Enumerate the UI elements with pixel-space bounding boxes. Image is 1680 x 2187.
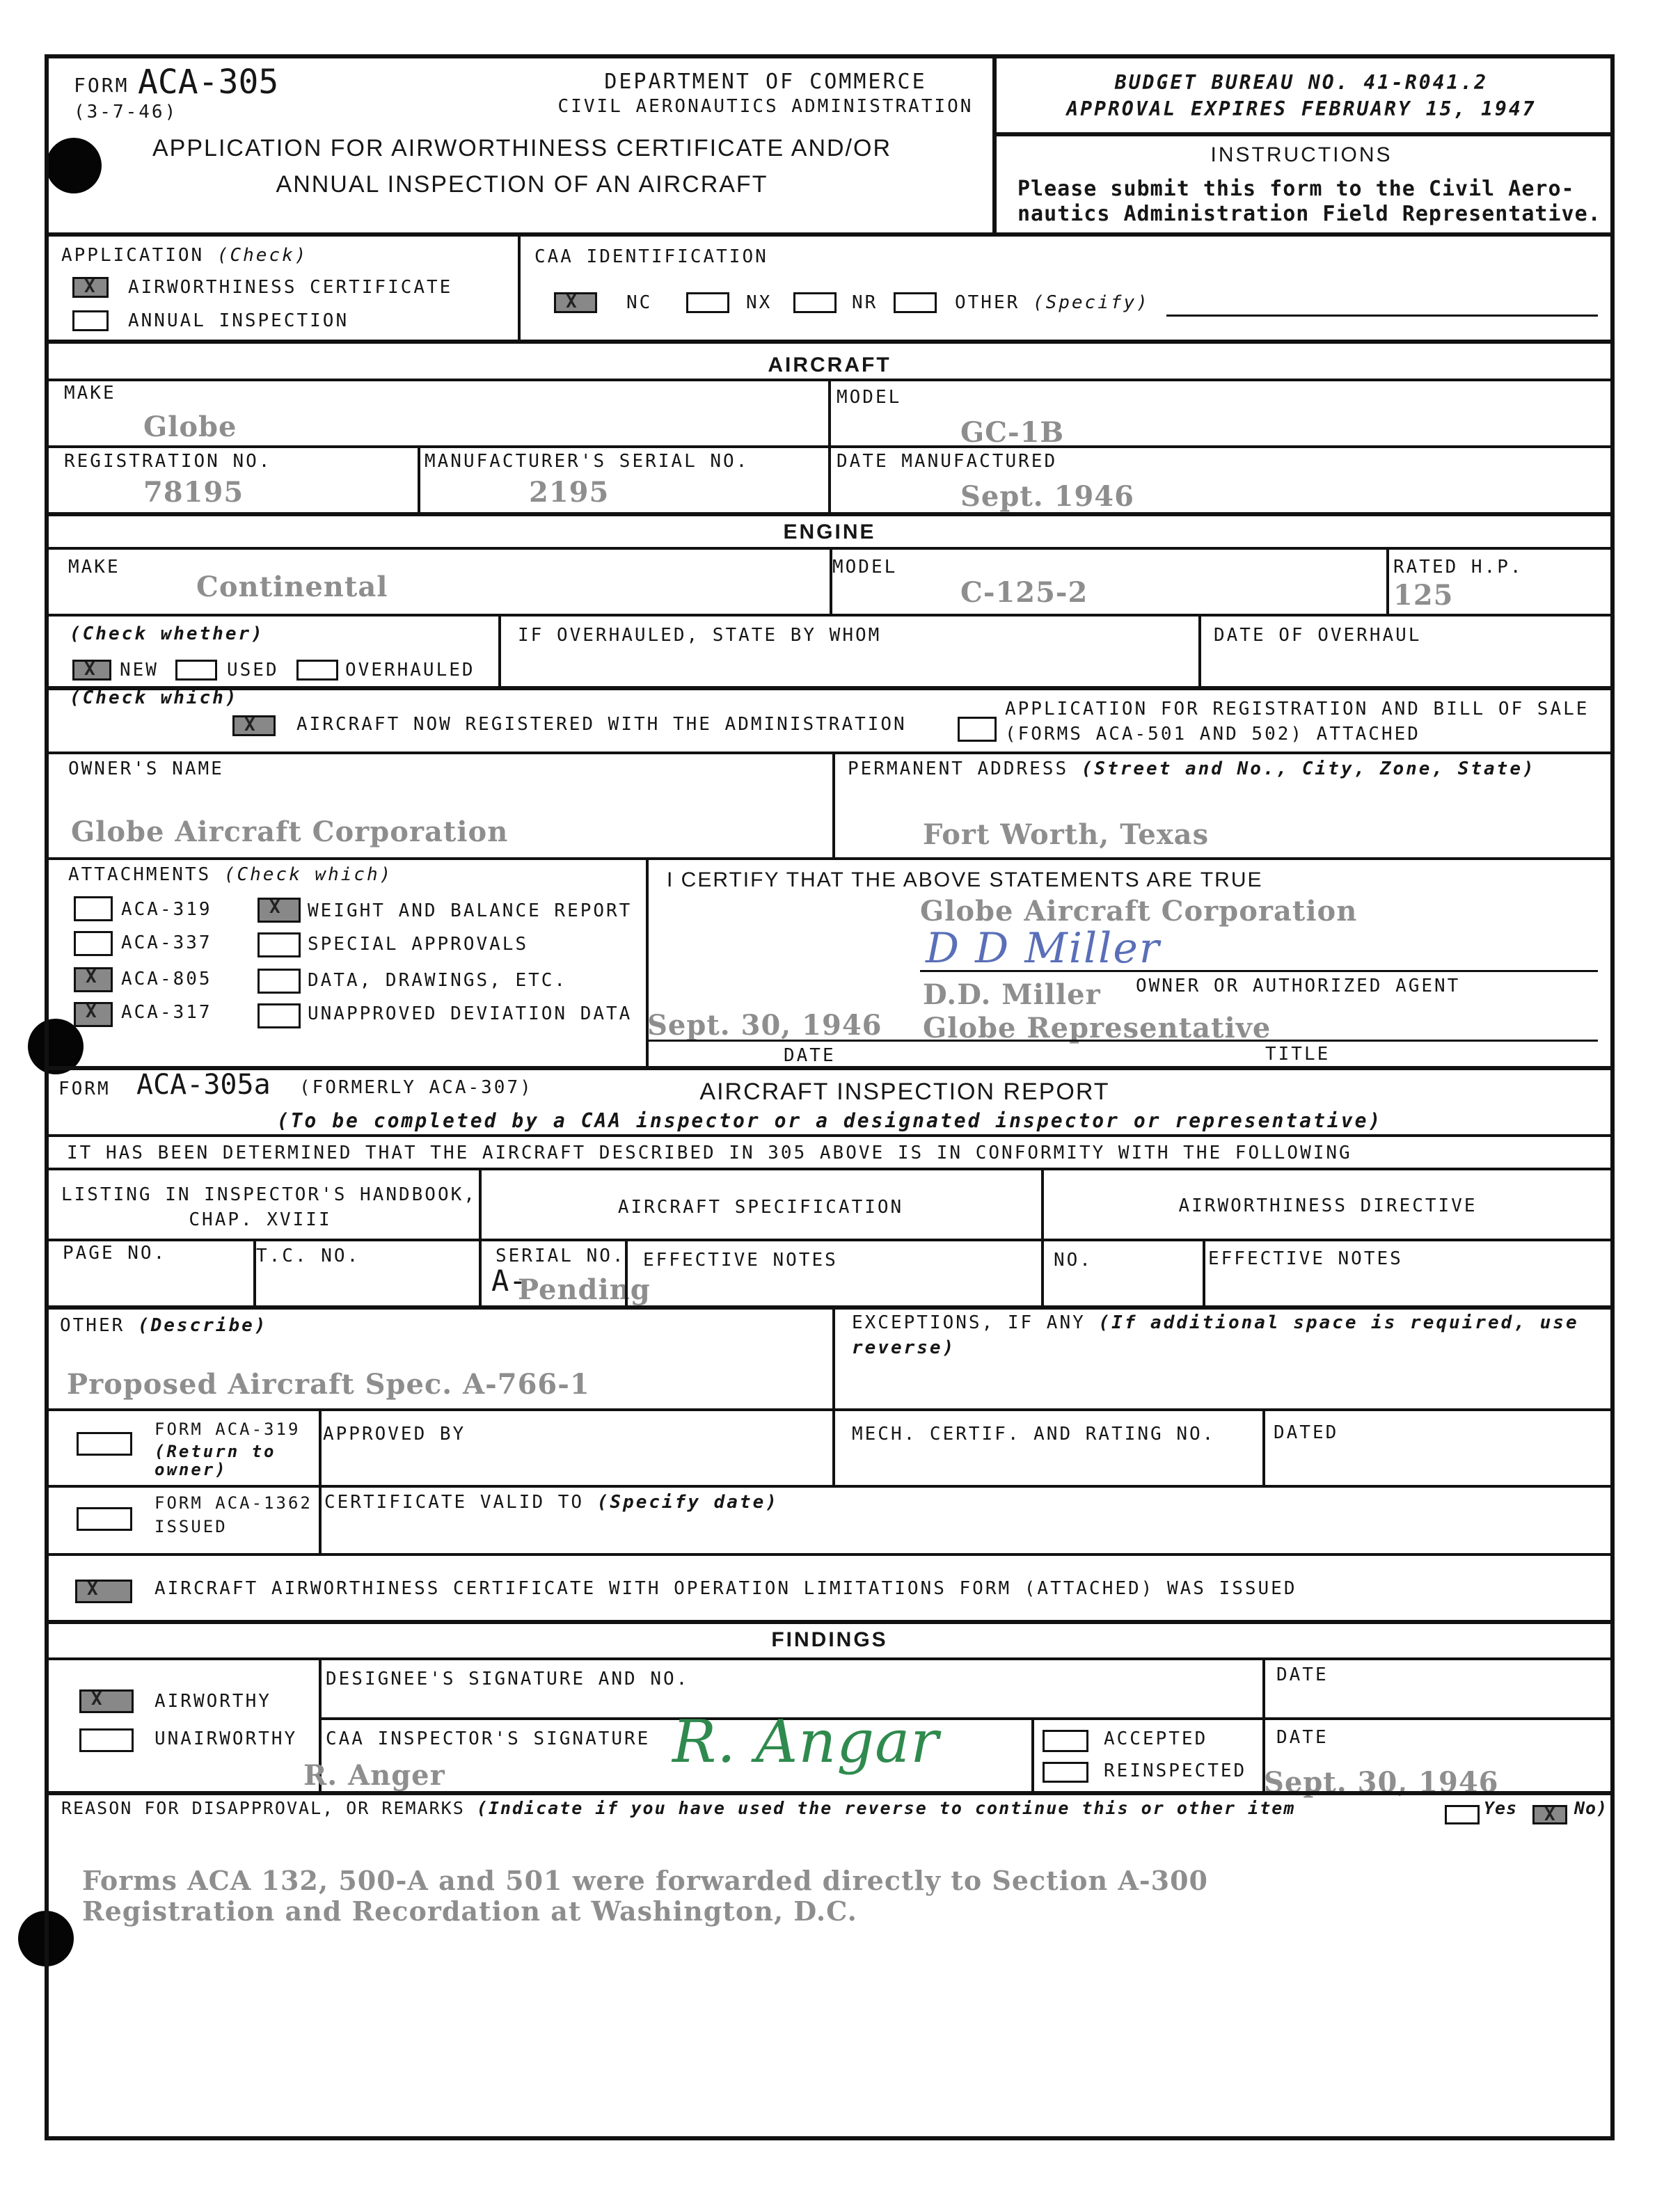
overhauled-checkbox[interactable] bbox=[296, 660, 338, 681]
designee-signature-label: DESIGNEE'S SIGNATURE AND NO. bbox=[326, 1669, 690, 1689]
other-checkbox[interactable] bbox=[894, 292, 937, 313]
inspection-form-number: ACA-305a bbox=[136, 1069, 271, 1101]
budget-bureau: BUDGET BUREAU NO. 41-R041.2 bbox=[1114, 71, 1489, 94]
inspection-formerly: (FORMERLY ACA-307) bbox=[299, 1077, 533, 1098]
owner-signature: D D Miller bbox=[926, 924, 1161, 973]
form-number: ACA-305 bbox=[138, 63, 279, 102]
dated-label: DATED bbox=[1274, 1422, 1339, 1443]
inspector-date-value: Sept. 30, 1946 bbox=[1264, 1766, 1499, 1799]
aca317-label: ACA-317 bbox=[121, 1002, 212, 1023]
airworthiness-checkbox[interactable] bbox=[72, 277, 109, 298]
aircraft-specification-label: AIRCRAFT SPECIFICATION bbox=[617, 1197, 904, 1218]
inspector-name: R. Anger bbox=[303, 1759, 445, 1792]
aca317-checkbox[interactable] bbox=[74, 1002, 113, 1027]
data-drawings-checkbox[interactable] bbox=[257, 969, 301, 994]
inspection-form-word: FORM bbox=[58, 1079, 111, 1099]
operation-limits-checkbox[interactable] bbox=[75, 1580, 132, 1603]
certify-title-label: TITLE bbox=[1265, 1044, 1331, 1065]
weight-balance-checkbox[interactable] bbox=[257, 898, 301, 923]
registration-no-value: 78195 bbox=[143, 476, 244, 509]
engine-section: ENGINE bbox=[783, 520, 876, 543]
form-date: (3-7-46) bbox=[74, 102, 178, 122]
instructions-line2: nautics Administration Field Representative. bbox=[1017, 202, 1601, 226]
data-drawings-label: DATA, DRAWINGS, ETC. bbox=[308, 970, 568, 991]
certify-date-label: DATE bbox=[784, 1045, 836, 1066]
exceptions-label: EXCEPTIONS, IF ANY (If additional space is required, use bbox=[852, 1312, 1579, 1333]
certify-company: Globe Aircraft Corporation bbox=[920, 895, 1358, 928]
approved-by-label: APPROVED BY bbox=[323, 1424, 466, 1445]
aca337-label: ACA-337 bbox=[121, 932, 212, 953]
reinspected-checkbox[interactable] bbox=[1043, 1762, 1088, 1783]
unairworthy-checkbox[interactable] bbox=[79, 1728, 134, 1752]
aircraft-make-label: MAKE bbox=[64, 383, 116, 404]
overhaul-date-label: DATE OF OVERHAUL bbox=[1214, 625, 1422, 646]
form319-line1: FORM ACA-319 bbox=[154, 1419, 301, 1439]
remarks-yes-label: Yes bbox=[1484, 1798, 1518, 1818]
apply-registration-line1: APPLICATION FOR REGISTRATION AND BILL OF SALE bbox=[1005, 699, 1590, 719]
listing-handbook-line2: CHAP. XVIII bbox=[189, 1209, 332, 1230]
used-checkbox[interactable] bbox=[175, 660, 217, 681]
remarks-label: REASON FOR DISAPPROVAL, OR REMARKS (Indicate if you have used the reverse to continue this or other item bbox=[61, 1798, 1296, 1818]
form1362-checkbox[interactable] bbox=[77, 1507, 132, 1531]
annual-checkbox[interactable] bbox=[72, 310, 109, 331]
remarks-no-label: No) bbox=[1574, 1798, 1608, 1818]
signer-name: D.D. Miller bbox=[923, 978, 1101, 1011]
new-label: NEW bbox=[120, 660, 159, 681]
owner-name-label: OWNER'S NAME bbox=[68, 758, 224, 779]
registration-no-label: REGISTRATION NO. bbox=[64, 451, 272, 472]
nx-label: NX bbox=[746, 292, 772, 313]
rated-hp-label: RATED H.P. bbox=[1393, 557, 1523, 578]
accepted-checkbox[interactable] bbox=[1043, 1730, 1088, 1752]
registered-label: AIRCRAFT NOW REGISTERED WITH THE ADMINISTRATION bbox=[296, 714, 907, 735]
designee-date-label: DATE bbox=[1276, 1664, 1329, 1685]
application-label: APPLICATION (Check) bbox=[61, 245, 308, 266]
permanent-address-value: Fort Worth, Texas bbox=[923, 818, 1210, 851]
certify-statement: I CERTIFY THAT THE ABOVE STATEMENTS ARE TRUE bbox=[667, 868, 1263, 891]
reinspected-label: REINSPECTED bbox=[1104, 1760, 1247, 1781]
engine-make-value: Continental bbox=[196, 571, 388, 603]
airworthiness-directive-label: AIRWORTHINESS DIRECTIVE bbox=[1178, 1195, 1477, 1216]
remarks-line1: Forms ACA 132, 500-A and 501 were forwarded directly to Section A-300 bbox=[82, 1865, 1208, 1896]
findings-section: FINDINGS bbox=[771, 1628, 888, 1651]
remarks-line2: Registration and Recordation at Washington, D.C. bbox=[82, 1895, 857, 1927]
engine-model-value: C-125-2 bbox=[960, 576, 1088, 609]
annual-label: ANNUAL INSPECTION bbox=[128, 310, 349, 331]
owner-name-value: Globe Aircraft Corporation bbox=[71, 816, 509, 848]
nx-checkbox[interactable] bbox=[686, 292, 729, 313]
unapproved-deviation-label: UNAPPROVED DEVIATION DATA bbox=[308, 1003, 633, 1024]
certificate-valid-label: CERTIFICATE VALID TO (Specify date) bbox=[324, 1492, 779, 1513]
form-title-line1: APPLICATION FOR AIRWORTHINESS CERTIFICATE AND/OR bbox=[152, 135, 891, 161]
directive-effective-notes-label: EFFECTIVE NOTES bbox=[1208, 1248, 1403, 1269]
tc-no-label: T.C. NO. bbox=[256, 1246, 360, 1266]
remarks-no-checkbox[interactable] bbox=[1532, 1805, 1567, 1824]
remarks-yes-checkbox[interactable] bbox=[1445, 1805, 1480, 1824]
overhauled-label: OVERHAULED bbox=[345, 660, 475, 681]
nc-checkbox[interactable] bbox=[554, 292, 597, 313]
attachments-label: ATTACHMENTS (Check which) bbox=[68, 864, 393, 885]
inspector-signature: R. Angar bbox=[672, 1708, 940, 1776]
instructions-title: INSTRUCTIONS bbox=[1210, 143, 1393, 166]
special-approvals-checkbox[interactable] bbox=[257, 932, 301, 957]
check-whether-label: (Check whether) bbox=[70, 623, 264, 644]
check-which-label: (Check which) bbox=[70, 687, 239, 708]
serial-prefix: A- bbox=[491, 1264, 527, 1298]
accepted-label: ACCEPTED bbox=[1104, 1728, 1208, 1749]
aca319-label: ACA-319 bbox=[121, 899, 212, 920]
caa-identification-label: CAA IDENTIFICATION bbox=[534, 246, 768, 267]
other-label: OTHER (Specify) bbox=[955, 292, 1150, 313]
page-no-label: PAGE NO. bbox=[63, 1243, 167, 1264]
inspection-subtitle: (To be completed by a CAA inspector or a designated inspector or representative) bbox=[276, 1109, 1383, 1132]
mech-cert-label: MECH. CERTIF. AND RATING NO. bbox=[852, 1424, 1216, 1445]
engine-make-label: MAKE bbox=[68, 557, 120, 578]
nc-label: NC bbox=[626, 292, 653, 313]
serial-no-label: SERIAL NO. bbox=[496, 1246, 626, 1266]
form319-line2: (Return to bbox=[154, 1442, 276, 1461]
inspection-title: AIRCRAFT INSPECTION REPORT bbox=[699, 1079, 1110, 1105]
new-checkbox[interactable] bbox=[72, 660, 111, 681]
inspector-date-label: DATE bbox=[1276, 1727, 1329, 1748]
unairworthy-label: UNAIRWORTHY bbox=[154, 1728, 298, 1749]
aircraft-model-value: GC-1B bbox=[960, 416, 1065, 449]
other-describe-label: OTHER (Describe) bbox=[60, 1315, 268, 1336]
form319-line3: owner) bbox=[154, 1460, 228, 1479]
airworthy-label: AIRWORTHY bbox=[154, 1691, 271, 1712]
approval-expires: APPROVAL EXPIRES FEBRUARY 15, 1947 bbox=[1066, 97, 1537, 120]
effective-notes-label: EFFECTIVE NOTES bbox=[643, 1250, 838, 1271]
used-label: USED bbox=[227, 660, 279, 681]
operation-limits-label: AIRCRAFT AIRWORTHINESS CERTIFICATE WITH OPERATION LIMITATIONS FORM (ATTACHED) WAS ISSUED bbox=[154, 1578, 1297, 1599]
rated-hp-value: 125 bbox=[1393, 579, 1454, 612]
aca805-label: ACA-805 bbox=[121, 969, 212, 989]
airworthiness-label: AIRWORTHINESS CERTIFICATE bbox=[128, 277, 453, 298]
aircraft-section: AIRCRAFT bbox=[768, 353, 891, 376]
instructions-line1: Please submit this form to the Civil Aero- bbox=[1017, 177, 1575, 201]
aca319-checkbox[interactable] bbox=[74, 896, 113, 921]
certify-title-value: Globe Representative bbox=[923, 1012, 1271, 1044]
date-manufactured-value: Sept. 1946 bbox=[960, 480, 1134, 513]
apply-registration-checkbox[interactable] bbox=[958, 717, 997, 742]
other-specify-line bbox=[1166, 315, 1598, 317]
registered-checkbox[interactable] bbox=[232, 715, 276, 736]
aca337-checkbox[interactable] bbox=[74, 931, 113, 956]
manufacturer-serial-label: MANUFACTURER'S SERIAL NO. bbox=[425, 451, 750, 472]
other-describe-value: Proposed Aircraft Spec. A-766-1 bbox=[67, 1368, 590, 1401]
overhauled-by-label: IF OVERHAULED, STATE BY WHOM bbox=[518, 625, 882, 646]
nr-checkbox[interactable] bbox=[793, 292, 837, 313]
conformity-statement: IT HAS BEEN DETERMINED THAT THE AIRCRAFT DESCRIBED IN 305 ABOVE IS IN CONFORMITY WITH THE FOLLOWING bbox=[67, 1143, 1352, 1163]
form1362-line1: FORM ACA-1362 bbox=[154, 1493, 312, 1513]
inspector-signature-label: CAA INSPECTOR'S SIGNATURE bbox=[326, 1728, 651, 1749]
nr-label: NR bbox=[852, 292, 878, 313]
apply-registration-line2: (FORMS ACA-501 AND 502) ATTACHED bbox=[1005, 724, 1420, 745]
permanent-address-label: PERMANENT ADDRESS (Street and No., City, Zone, State) bbox=[848, 758, 1536, 779]
exceptions-hint: reverse) bbox=[852, 1337, 956, 1358]
form319-checkbox[interactable] bbox=[77, 1432, 132, 1456]
engine-model-label: MODEL bbox=[832, 557, 898, 578]
special-approvals-label: SPECIAL APPROVALS bbox=[308, 934, 529, 955]
dept-line1: DEPARTMENT OF COMMERCE bbox=[604, 70, 927, 94]
airworthy-checkbox[interactable] bbox=[79, 1689, 134, 1713]
directive-no-label: NO. bbox=[1054, 1250, 1093, 1271]
form-word: FORM bbox=[74, 74, 129, 97]
form-title-line2: ANNUAL INSPECTION OF AN AIRCRAFT bbox=[276, 171, 768, 198]
serial-no-value: Pending bbox=[518, 1273, 651, 1306]
weight-balance-label: WEIGHT AND BALANCE REPORT bbox=[308, 900, 633, 921]
aircraft-make-value: Globe bbox=[143, 411, 237, 443]
manufacturer-serial-value: 2195 bbox=[529, 476, 610, 509]
certify-date-value: Sept. 30, 1946 bbox=[647, 1009, 882, 1042]
aircraft-model-label: MODEL bbox=[837, 387, 902, 408]
unapproved-deviation-checkbox[interactable] bbox=[257, 1003, 301, 1028]
date-manufactured-label: DATE MANUFACTURED bbox=[837, 451, 1058, 472]
dept-line2: CIVIL AERONAUTICS ADMINISTRATION bbox=[557, 96, 974, 117]
owner-agent-label: OWNER OR AUTHORIZED AGENT bbox=[1136, 976, 1461, 996]
listing-handbook-line1: LISTING IN INSPECTOR'S HANDBOOK, bbox=[61, 1184, 477, 1205]
aca805-checkbox[interactable] bbox=[74, 967, 113, 992]
form1362-line2: ISSUED bbox=[154, 1517, 228, 1536]
